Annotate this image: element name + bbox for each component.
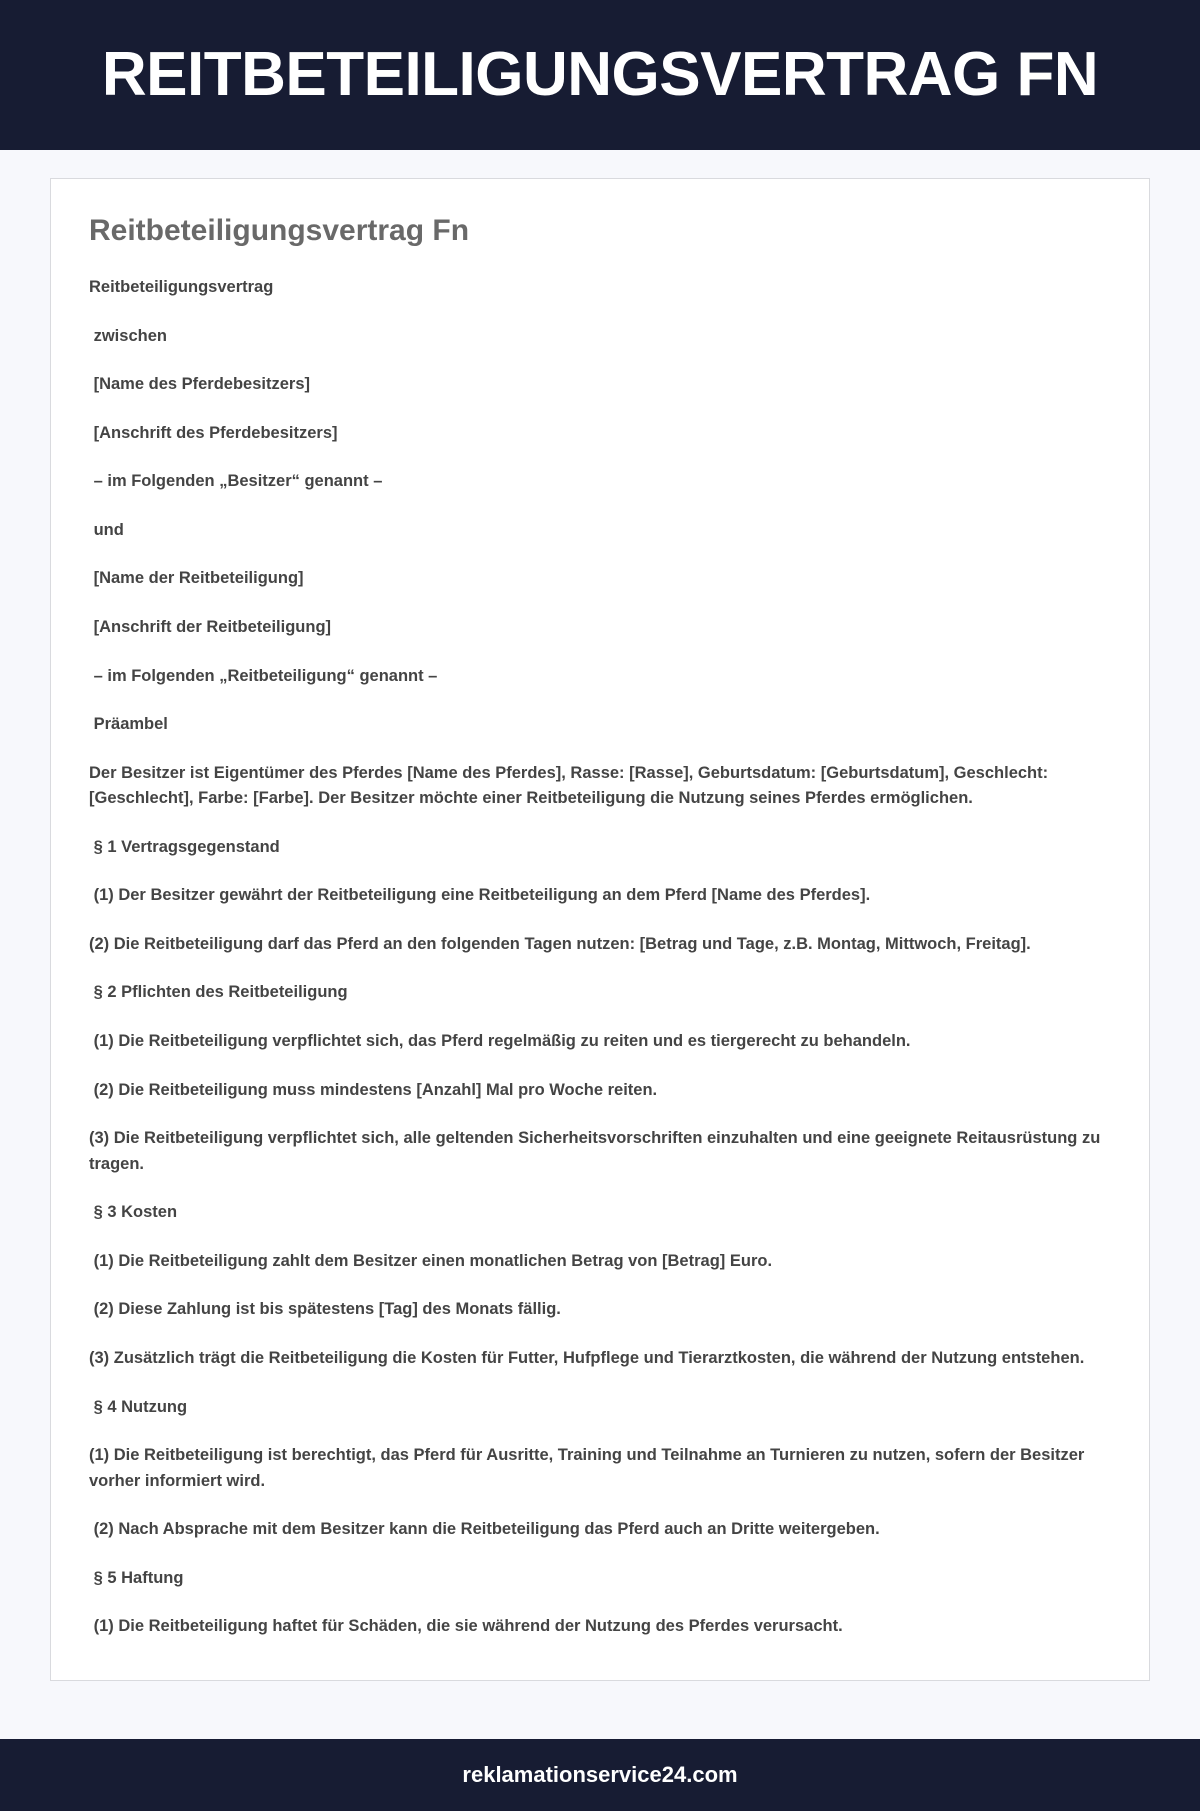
page-banner (0, 0, 1200, 150)
document-paragraph: § 1 Vertragsgegenstand (89, 837, 280, 856)
document-paragraph: [Anschrift der Reitbeteiligung] (89, 617, 332, 636)
document-paragraph: (2) Die Reitbeteiligung muss mindestens [Anzahl] Mal pro Woche reiten. (89, 1080, 658, 1099)
document-paragraph: Der Besitzer ist Eigentümer des Pferdes [Name des Pferdes], Rasse: [Rasse], Geburtsdatum: [Geburtsdatum], Geschlecht: [Geschlecht], Farbe: [Farbe]. Der Besitzer möchte einer Reitbeteiligung die Nutzung seines Pferdes ermöglichen. (89, 763, 1053, 808)
document-body (89, 275, 1111, 1640)
document-paragraph: (2) Nach Absprache mit dem Besitzer kann die Reitbeteiligung das Pferd auch an Dritte weitergeben. (89, 1520, 880, 1539)
document-paragraph: (3) Die Reitbeteiligung verpflichtet sich, alle geltenden Sicherheitsvorschriften einzuhalten und eine geeignete Reitausrüstung zu tragen. (89, 1129, 1105, 1173)
document-paragraph: (3) Zusätzlich trägt die Reitbeteiligung die Kosten für Futter, Hufpflege und Tierarztkosten, die während der Nutzung entstehen. (89, 1348, 1085, 1367)
document-title: Reitbeteiligungsvertrag Fn (89, 214, 470, 247)
page-footer (0, 1739, 1200, 1811)
document-card (50, 178, 1150, 1681)
document-paragraph: (1) Die Reitbeteiligung verpflichtet sich, das Pferd regelmäßig zu reiten und es tiergerecht zu behandeln. (89, 1032, 911, 1050)
document-paragraph: Reitbeteiligungsvertrag (89, 278, 274, 296)
document-paragraph: – im Folgenden „Reitbeteiligung“ genannt – (89, 666, 438, 685)
document-paragraph: (1) Die Reitbeteiligung haftet für Schäden, die sie während der Nutzung des Pferdes verursacht. (89, 1617, 843, 1636)
document-paragraph: (1) Der Besitzer gewährt der Reitbeteiligung eine Reitbeteiligung an dem Pferd [Name des Pferdes]. (89, 886, 871, 905)
document-paragraph: (1) Die Reitbeteiligung zahlt dem Besitzer einen monatlichen Betrag von [Betrag] Euro. (89, 1251, 773, 1270)
document-paragraph: zwischen (89, 326, 167, 345)
document-paragraph: und (89, 520, 124, 539)
document-paragraph: Präambel (89, 715, 168, 734)
document-paragraph: – im Folgenden „Besitzer“ genannt – (89, 472, 383, 491)
page-content (0, 150, 1200, 1681)
document-paragraph: [Name der Reitbeteiligung] (89, 569, 304, 588)
document-paragraph: [Anschrift des Pferdebesitzers] (89, 423, 338, 442)
document-paragraph: § 2 Pflichten des Reitbeteiligung (89, 983, 348, 1002)
page-banner-title: REITBETEILIGUNGSVERTRAG FN (101, 40, 1099, 110)
document-paragraph: [Name des Pferdebesitzers] (89, 375, 311, 394)
footer-site-name: reklamationservice24.com (462, 1761, 738, 1787)
document-paragraph: (2) Diese Zahlung ist bis spätestens [Tag] des Monats fällig. (89, 1300, 561, 1319)
document-paragraph: § 4 Nutzung (89, 1397, 188, 1416)
document-paragraph: (1) Die Reitbeteiligung ist berechtigt, das Pferd für Ausritte, Training und Teilnahme an Turnieren zu nutzen, sofern der Besitzer vorher informiert wird. (89, 1446, 1089, 1490)
document-paragraph: § 3 Kosten (89, 1203, 178, 1222)
document-paragraph: (2) Die Reitbeteiligung darf das Pferd an den folgenden Tagen nutzen: [Betrag und Tage, z.B. Montag, Mittwoch, Freitag]. (89, 934, 1031, 953)
document-paragraph: § 5 Haftung (89, 1568, 184, 1587)
